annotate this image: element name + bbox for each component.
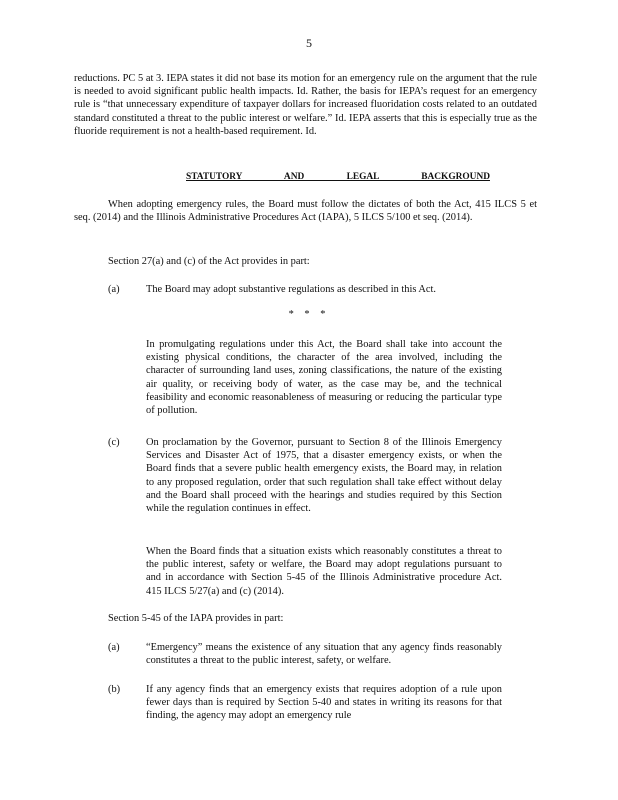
section-5-45-b-label: (b)	[108, 684, 121, 695]
section-5-45-b-text: If any agency finds that an emergency exists that requires adoption of a rule upon fewer days than is required by Section 5-40 and states in writing its reasons for that finding, the agency may adopt an emergency rule	[146, 684, 502, 722]
section-5-45-a-text: “Emergency” means the existence of any situation that any agency finds reasonably constitutes a threat to the public interest, safety, or welfare.	[146, 642, 502, 667]
section-27-a-label: (a)	[108, 284, 120, 295]
section-27-c-text: On proclamation by the Governor, pursuant to Section 8 of the Illinois Emergency Services and Disaster Act of 1975, that a disaster emergency exists, or when the Board finds that a severe public health emergency exists, the Board may, in relation to any proposed regulation, order that such regulation shall take effect without delay and the Board shall proceed with the hearings and studies required by this Section while the regulation continues in effect.	[146, 437, 502, 515]
intro-paragraph	[74, 72, 537, 138]
section-27-quote-1: In promulgating regulations under this Act, the Board shall take into account the existing physical conditions, the character of the area involved, including the character of surrounding land uses, zoning classifications, the nature of the existing air quality, or receiving body of water, as the case may be, and the technical feasibility and economic reasonableness of measuring or reducing the particular type of pollution.	[146, 339, 502, 417]
section-5-45-lead: Section 5-45 of the IAPA provides in part:	[108, 613, 284, 624]
section-5-45-a-label: (a)	[108, 642, 120, 653]
intro-text: reductions. PC 5 at 3. IEPA states it did not base its motion for an emergency rule on the argument that the rule is needed to avoid significant public health impacts. Id. Rather, the basis for IEPA’s request for an emergency rule is “that unnecessary expenditure of taxpayer dollars for increased fluoridation costs related to an outdated standard constituted a threat to the public interest or welfare.” Id. IEPA asserts that this is especially true as the fluoride requirement is not a health-based requirement. Id.	[74, 73, 537, 137]
section-27-a-text: The Board may adopt substantive regulations as described in this Act.	[146, 284, 437, 295]
page-number: 5	[306, 36, 312, 50]
statutory-text: When adopting emergency rules, the Board must follow the dictates of both the Act, 415 ILCS 5 et seq. (2014) and the Illinois Administrative Procedures Act (IAPA), 5 ILCS 5/100 et seq. (2014).	[74, 199, 537, 224]
section-27-quote-2: When the Board finds that a situation exists which reasonably constitutes a threat to the public interest, safety or welfare, the Board may adopt regulations pursuant to and in accordance with Section 5-45 of the Illinois Administrative procedure Act. 415 ILCS 5/27(a) and (c) (2014).	[146, 546, 502, 597]
section-heading: STATUTORY AND LEGAL BACKGROUND	[186, 172, 490, 182]
statutory-paragraph	[74, 198, 537, 224]
section-27-lead: Section 27(a) and (c) of the Act provides in part:	[108, 256, 310, 267]
omission-asterisks: * * *	[288, 309, 330, 320]
section-27-c-label: (c)	[108, 437, 120, 448]
